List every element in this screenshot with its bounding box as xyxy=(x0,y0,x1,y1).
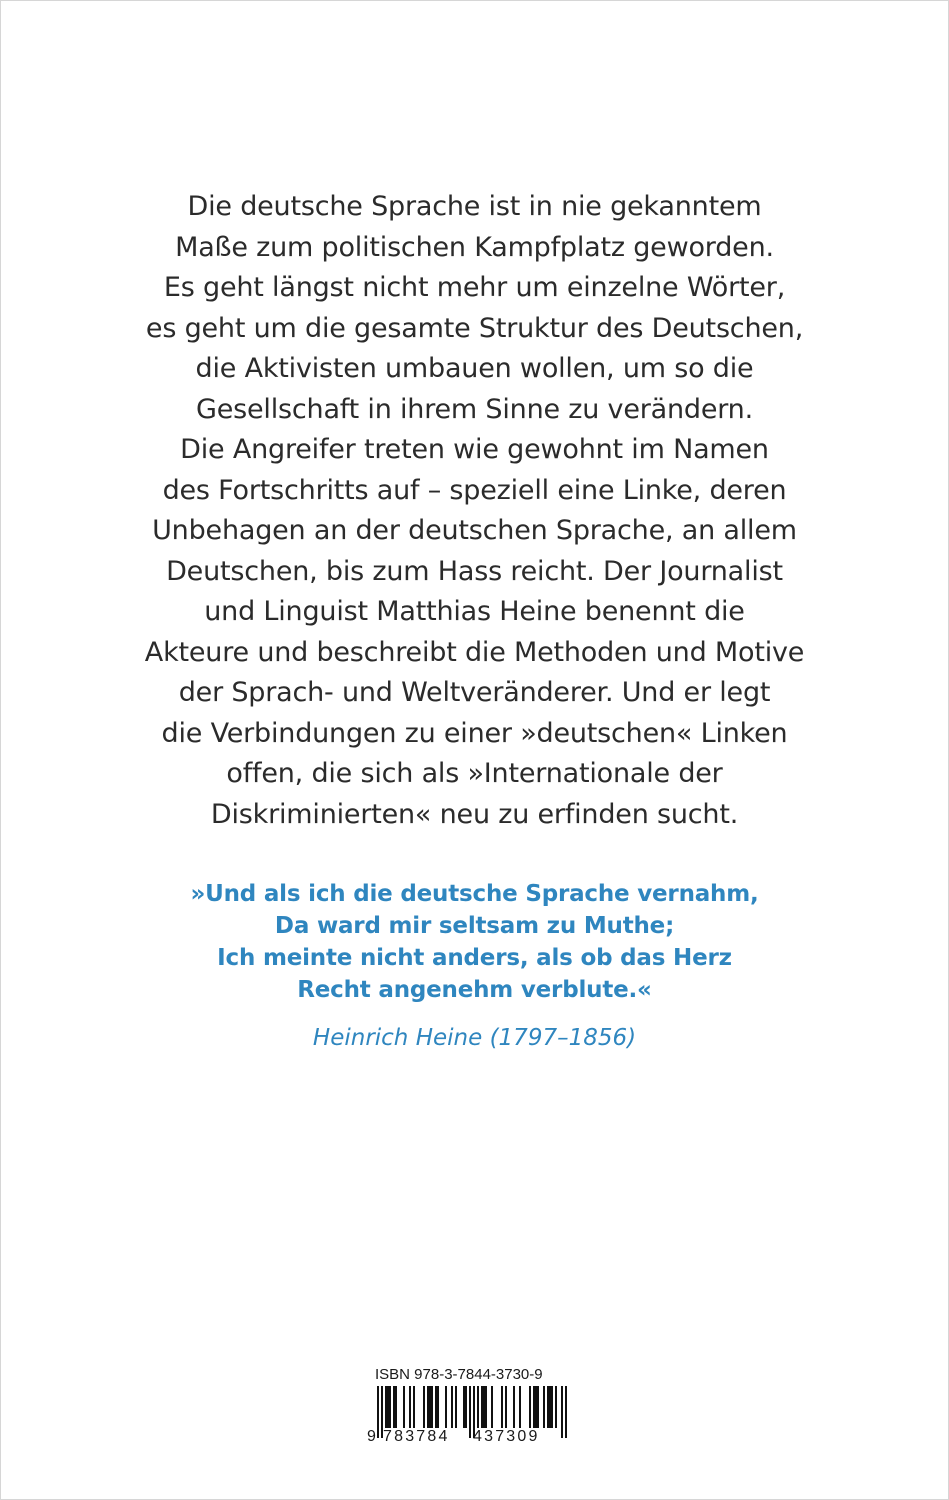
blurb-line: Die Angreifer treten wie gewohnt im Namen xyxy=(180,434,769,465)
blurb-line: offen, die sich als »Internationale der xyxy=(226,758,723,789)
barcode-bar xyxy=(543,1386,545,1428)
quote-line: Ich meinte nicht anders, als ob das Herz xyxy=(217,945,732,971)
barcode-bar xyxy=(505,1386,507,1428)
barcode-digit-first: 9 xyxy=(367,1428,376,1445)
barcode-bar xyxy=(547,1386,549,1428)
barcode-bar xyxy=(451,1386,453,1428)
barcode-bar xyxy=(529,1386,531,1428)
barcode-bar xyxy=(483,1386,485,1428)
blurb-text xyxy=(1,187,948,835)
blurb-line: der Sprach- und Weltveränderer. Und er legt xyxy=(178,677,771,708)
barcode-bar xyxy=(403,1386,405,1428)
blurb-line: Akteure und beschreibt die Methoden und Motive xyxy=(144,636,805,668)
barcode-guard-bar xyxy=(565,1386,567,1438)
barcode-bar xyxy=(533,1386,535,1428)
barcode-bar xyxy=(549,1386,551,1428)
barcode-bar xyxy=(431,1386,433,1428)
quote-line: Recht angenehm verblute.« xyxy=(297,977,652,1003)
blurb-line: Unbehagen an der deutschen Sprache, an allem xyxy=(152,515,797,546)
barcode-bar xyxy=(513,1386,515,1428)
barcode-bar xyxy=(423,1386,425,1428)
barcode-bar xyxy=(535,1386,537,1428)
isbn-label: ISBN 978-3-7844-3730-9 xyxy=(375,1366,543,1383)
barcode-guard-bar xyxy=(469,1386,471,1438)
isbn-barcode xyxy=(365,1366,580,1446)
barcode-digits-left: 783784 xyxy=(383,1428,450,1445)
blurb-line: Deutschen, bis zum Hass reicht. Der Journalist xyxy=(166,555,783,587)
blurb-line: Gesellschaft in ihrem Sinne zu verändern. xyxy=(196,393,753,425)
barcode-bar xyxy=(537,1386,539,1428)
blurb-line: des Fortschritts auf – speziell eine Linke, deren xyxy=(162,474,787,506)
blurb-line: und Linguist Matthias Heine benennt die xyxy=(204,596,745,627)
blurb-line: Maße zum politischen Kampfplatz geworden. xyxy=(175,231,774,263)
barcode-bar xyxy=(455,1386,457,1428)
barcode-bar xyxy=(485,1386,487,1428)
barcode-bar xyxy=(477,1386,479,1428)
blurb-line: die Verbindungen zu einer »deutschen« Linken xyxy=(161,717,788,749)
barcode-bar xyxy=(395,1386,397,1428)
blurb-line: Die deutsche Sprache ist in nie gekanntem xyxy=(187,191,762,222)
barcode-bar xyxy=(409,1386,411,1428)
quote-line: »Und als ich die deutsche Sprache vernahm, xyxy=(190,881,759,907)
barcode-bar xyxy=(429,1386,431,1428)
blurb-line: Es geht längst nicht mehr um einzelne Wörter, xyxy=(163,272,786,303)
blurb-line: Diskriminierten« neu zu erfinden sucht. xyxy=(210,798,739,830)
barcode-bar xyxy=(463,1386,465,1428)
barcode-bar xyxy=(427,1386,429,1428)
barcode-bar xyxy=(501,1386,503,1428)
barcode-bar xyxy=(389,1386,391,1428)
barcode-bar xyxy=(385,1386,387,1428)
epigraph-quote xyxy=(1,878,948,1006)
barcode-bar xyxy=(491,1386,493,1428)
quote-attribution: Heinrich Heine (1797–1856) xyxy=(312,1025,637,1051)
barcode-bar xyxy=(555,1386,557,1428)
barcode-bar xyxy=(437,1386,439,1428)
barcode-bar xyxy=(393,1386,395,1428)
barcode-bar xyxy=(465,1386,467,1428)
barcode-bar xyxy=(445,1386,447,1428)
barcode-bar xyxy=(519,1386,521,1428)
barcode-bar xyxy=(387,1386,389,1428)
barcode-bar xyxy=(551,1386,553,1428)
barcode-guard-bar xyxy=(377,1386,379,1438)
blurb-line: es geht um die gesamte Struktur des Deutschen, xyxy=(145,312,804,344)
barcode-bar xyxy=(413,1386,415,1428)
barcode-bar xyxy=(435,1386,437,1428)
barcode-bar xyxy=(481,1386,483,1428)
quote-line: Da ward mir seltsam zu Muthe; xyxy=(274,913,675,939)
blurb-line: die Aktivisten umbauen wollen, um so die xyxy=(195,353,754,384)
barcode-guard-bar xyxy=(561,1386,563,1438)
barcode-digits-right: 437309 xyxy=(473,1428,540,1445)
